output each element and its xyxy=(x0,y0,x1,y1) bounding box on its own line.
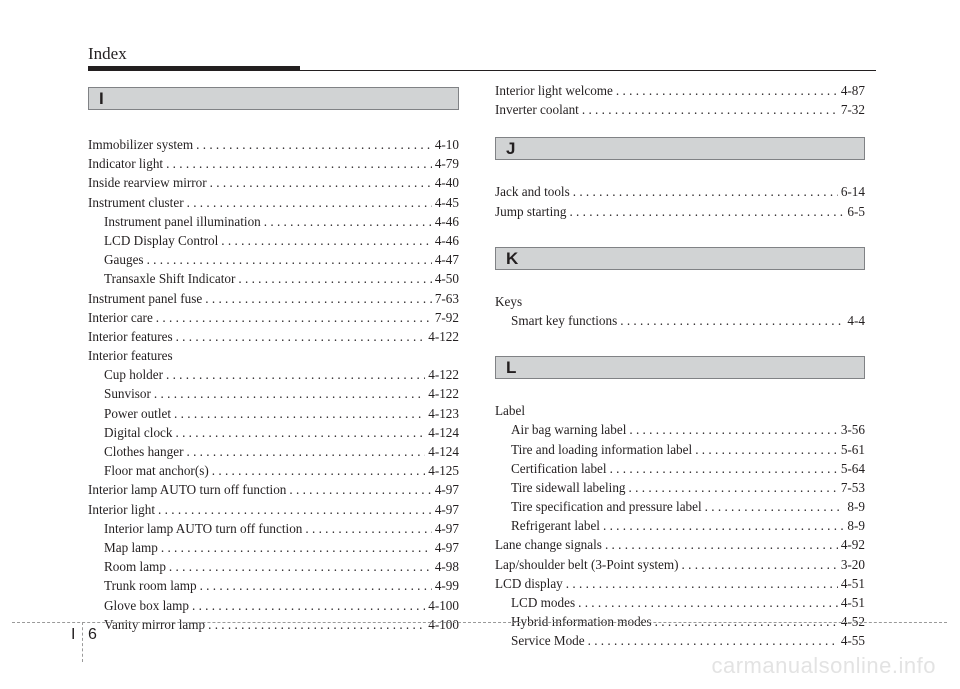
index-entry xyxy=(88,578,459,597)
index-entry xyxy=(495,102,865,121)
index-page-ref: 8-9 xyxy=(847,499,865,515)
index-entry xyxy=(495,595,865,614)
left-column xyxy=(88,87,459,636)
index-page-ref: 4-100 xyxy=(428,597,459,613)
index-page-ref: 4-99 xyxy=(434,578,459,594)
dot-leader xyxy=(610,461,838,477)
index-label: Tire specification and pressure label xyxy=(511,499,702,515)
index-label: Jack and tools xyxy=(495,184,570,200)
index-entry xyxy=(495,83,865,102)
footer-section-letter: I xyxy=(71,626,76,643)
dot-leader xyxy=(161,540,432,556)
index-label: Transaxle Shift Indicator xyxy=(104,271,236,287)
index-page-ref: 7-53 xyxy=(840,479,865,495)
dot-leader xyxy=(147,252,432,268)
dot-leader xyxy=(588,633,838,649)
index-page-ref: 4-125 xyxy=(428,463,459,479)
index-heading xyxy=(495,294,865,313)
index-label: Refrigerant label xyxy=(511,518,600,534)
page-number: 6 xyxy=(88,626,97,643)
index-label: Interior light xyxy=(88,501,156,517)
index-entry xyxy=(88,156,459,175)
index-label: Smart key functions xyxy=(511,312,618,328)
dot-leader xyxy=(192,598,425,614)
section-header-i xyxy=(88,87,459,110)
index-entry xyxy=(88,444,459,463)
index-label: Lane change signals xyxy=(495,537,602,553)
index-entry xyxy=(88,406,459,425)
dot-leader xyxy=(208,617,425,633)
index-entry xyxy=(495,313,865,332)
index-label: Label xyxy=(495,403,526,419)
index-entry xyxy=(88,617,459,636)
dot-leader xyxy=(264,214,432,230)
index-page-ref: 3-56 xyxy=(840,422,865,438)
section-letter: L xyxy=(506,358,517,378)
section-k xyxy=(495,247,865,332)
index-entry xyxy=(88,233,459,252)
dot-leader xyxy=(156,310,432,326)
dot-leader xyxy=(695,442,838,458)
index-entry xyxy=(88,540,459,559)
index-page-ref: 4-46 xyxy=(434,232,459,248)
dot-leader xyxy=(569,204,844,220)
index-entry xyxy=(88,195,459,214)
index-label: Instrument panel fuse xyxy=(88,290,203,306)
index-page-ref: 5-61 xyxy=(840,441,865,457)
dot-leader xyxy=(186,444,425,460)
index-page-ref: 4-52 xyxy=(840,614,865,630)
right-sections xyxy=(495,137,865,652)
dot-leader xyxy=(705,499,845,515)
index-entry xyxy=(495,633,865,652)
footer-vertical-divider xyxy=(82,622,83,662)
index-label: Keys xyxy=(495,293,523,309)
index-page-ref: 4-50 xyxy=(434,271,459,287)
index-label: Interior lamp AUTO turn off function xyxy=(104,520,303,536)
dot-leader xyxy=(620,313,844,329)
index-page-ref: 4-45 xyxy=(434,194,459,210)
index-page-ref: 4-55 xyxy=(840,633,865,649)
index-page-ref: 4-87 xyxy=(840,83,865,98)
dot-leader xyxy=(603,518,844,534)
index-entry xyxy=(495,442,865,461)
dot-leader xyxy=(169,559,432,575)
index-page-ref: 4-122 xyxy=(428,367,459,383)
index-page-ref: 4-124 xyxy=(428,424,459,440)
index-entry xyxy=(88,271,459,290)
dot-leader xyxy=(158,502,432,518)
dot-leader xyxy=(166,156,432,172)
index-page-ref: 4-97 xyxy=(434,539,459,555)
index-entry xyxy=(495,576,865,595)
section-j xyxy=(495,137,865,222)
footer-divider xyxy=(12,622,947,623)
index-page-ref: 4-100 xyxy=(428,616,459,632)
index-page-ref: 4-47 xyxy=(434,252,459,268)
index-page-ref: 5-64 xyxy=(840,460,865,476)
index-entry xyxy=(88,175,459,194)
index-entry xyxy=(495,184,865,203)
index-entry xyxy=(495,204,865,223)
right-column xyxy=(495,83,865,653)
index-label: Interior features xyxy=(88,348,173,364)
index-entry xyxy=(88,386,459,405)
index-label: Digital clock xyxy=(104,424,173,440)
index-entry xyxy=(495,499,865,518)
dot-leader xyxy=(154,386,425,402)
index-label: Map lamp xyxy=(104,539,158,555)
dot-leader xyxy=(238,271,431,287)
index-label: Cup holder xyxy=(104,367,163,383)
dot-leader xyxy=(212,463,425,479)
index-heading xyxy=(88,348,459,367)
page-title: Index xyxy=(88,44,127,63)
dot-leader xyxy=(187,195,432,211)
index-page-ref: 7-92 xyxy=(434,309,459,325)
index-entry xyxy=(88,291,459,310)
index-label: Service Mode xyxy=(511,633,585,649)
dot-leader xyxy=(205,291,432,307)
dot-leader xyxy=(573,184,838,200)
index-label: LCD modes xyxy=(511,595,576,610)
index-entry xyxy=(495,518,865,537)
watermark: carmanualsonline.info xyxy=(711,653,936,678)
index-label: Immobilizer system xyxy=(88,137,194,152)
section-header-l xyxy=(495,356,865,379)
index-label: Interior features xyxy=(88,328,173,344)
index-label: Floor mat anchor(s) xyxy=(104,463,209,479)
index-page-ref: 4-51 xyxy=(840,575,865,591)
index-list-i-continued xyxy=(495,83,865,121)
index-label: Jump starting xyxy=(495,203,567,219)
index-label: Vanity mirror lamp xyxy=(104,616,206,632)
header-rule xyxy=(88,70,876,71)
index-label: Interior light welcome xyxy=(495,83,613,98)
section-letter: I xyxy=(99,89,104,108)
dot-leader xyxy=(175,425,425,441)
index-label: Inside rearview mirror xyxy=(88,175,207,191)
index-label: Tire sidewall labeling xyxy=(511,479,626,495)
dot-leader xyxy=(221,233,432,249)
index-label: Lap/shoulder belt (3-Point system) xyxy=(495,556,679,572)
section-header-j xyxy=(495,137,865,160)
index-page-ref: 4-92 xyxy=(840,537,865,553)
section-header-k xyxy=(495,247,865,270)
index-page-ref: 7-32 xyxy=(840,102,865,118)
index-label: Gauges xyxy=(104,252,144,268)
dot-leader xyxy=(578,595,838,611)
index-page-ref: 4-46 xyxy=(434,213,459,229)
index-page-ref: 8-9 xyxy=(847,518,865,534)
index-label: Sunvisor xyxy=(104,386,151,402)
dot-leader xyxy=(200,578,432,594)
index-page-ref: 4-122 xyxy=(428,386,459,402)
dot-leader xyxy=(166,367,425,383)
index-heading xyxy=(495,403,865,422)
index-page-ref: 4-97 xyxy=(434,482,459,498)
dot-leader xyxy=(605,537,838,553)
index-label: Tire and loading information label xyxy=(511,441,693,457)
dot-leader xyxy=(289,482,431,498)
index-entry xyxy=(88,521,459,540)
index-page-ref: 7-63 xyxy=(434,290,459,306)
index-label: Power outlet xyxy=(104,405,172,421)
dot-leader xyxy=(176,329,426,345)
dot-leader xyxy=(210,175,432,191)
index-label: LCD Display Control xyxy=(104,232,219,248)
index-entry xyxy=(495,480,865,499)
index-label: LCD display xyxy=(495,575,563,591)
index-label: Indicator light xyxy=(88,156,164,172)
index-label: Certification label xyxy=(511,460,607,476)
index-page-ref: 6-5 xyxy=(847,203,865,219)
index-label: Room lamp xyxy=(104,559,166,575)
dot-leader xyxy=(629,422,837,438)
index-entry xyxy=(495,461,865,480)
index-page-ref: 4-79 xyxy=(434,156,459,172)
index-page-ref: 6-14 xyxy=(840,184,865,200)
index-page-ref: 4-4 xyxy=(847,312,865,328)
index-entry xyxy=(88,367,459,386)
index-list-i xyxy=(88,137,459,636)
dot-leader xyxy=(629,480,838,496)
index-label: Glove box lamp xyxy=(104,597,189,613)
index-label: Instrument panel illumination xyxy=(104,213,261,229)
index-entry xyxy=(88,598,459,617)
dot-leader xyxy=(174,406,425,422)
index-entry xyxy=(88,214,459,233)
index-entry xyxy=(495,422,865,441)
index-entry xyxy=(88,329,459,348)
index-entry xyxy=(495,557,865,576)
index-label: Interior lamp AUTO turn off function xyxy=(88,482,287,498)
index-page-ref: 4-10 xyxy=(434,137,459,152)
index-label: Inverter coolant xyxy=(495,102,579,118)
dot-leader xyxy=(196,137,432,153)
index-page-ref: 4-98 xyxy=(434,559,459,575)
index-label: Hybrid information modes xyxy=(511,614,652,630)
dot-leader xyxy=(582,102,838,118)
index-entry xyxy=(88,559,459,578)
index-page-ref: 4-40 xyxy=(434,175,459,191)
index-entry xyxy=(88,463,459,482)
index-entry xyxy=(88,137,459,156)
index-label: Air bag warning label xyxy=(511,422,627,438)
index-entry xyxy=(88,310,459,329)
index-entry xyxy=(88,482,459,501)
index-entry xyxy=(495,537,865,556)
section-letter: J xyxy=(506,139,516,159)
index-page-ref: 4-123 xyxy=(428,405,459,421)
index-label: Instrument cluster xyxy=(88,194,184,210)
index-entry xyxy=(88,502,459,521)
index-entry xyxy=(495,614,865,633)
index-label: Interior care xyxy=(88,309,153,325)
index-entry xyxy=(88,252,459,271)
dot-leader xyxy=(682,557,838,573)
index-entry xyxy=(88,425,459,444)
section-letter: K xyxy=(506,248,519,268)
index-label: Clothes hanger xyxy=(104,444,184,459)
section-l xyxy=(495,356,865,652)
index-page-ref: 4-97 xyxy=(434,520,459,536)
dot-leader xyxy=(616,83,838,99)
index-page-ref: 4-51 xyxy=(840,595,865,610)
index-label: Trunk room lamp xyxy=(104,578,197,594)
index-page-ref: 4-97 xyxy=(434,501,459,517)
index-page-ref: 4-124 xyxy=(428,444,459,459)
dot-leader xyxy=(305,521,431,537)
index-page-ref: 3-20 xyxy=(840,556,865,572)
dot-leader xyxy=(566,576,838,592)
index-page-ref: 4-122 xyxy=(428,328,459,344)
